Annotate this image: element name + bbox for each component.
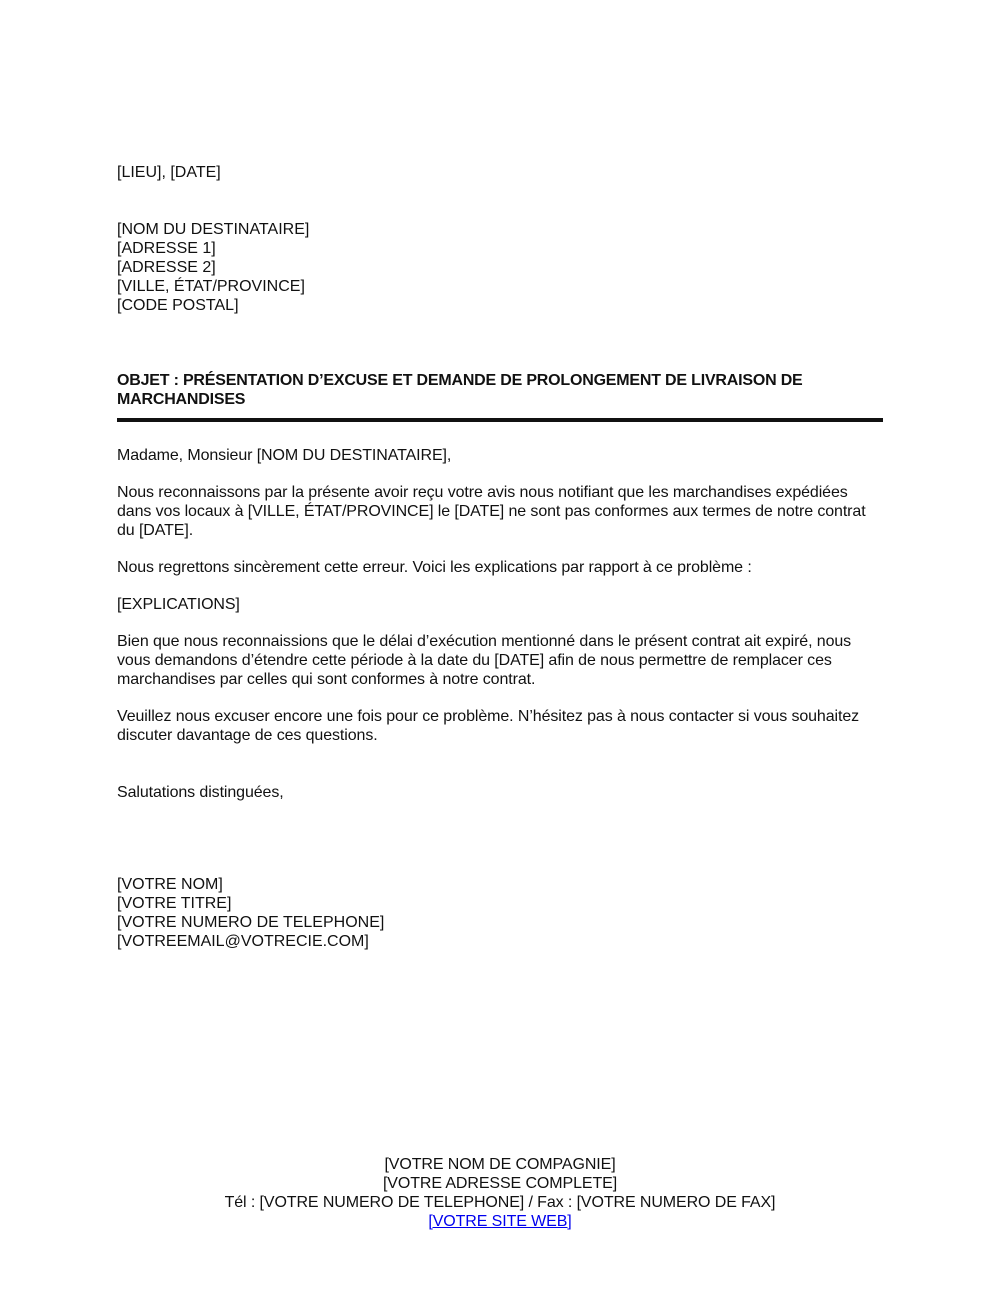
paragraph-extension-request: Bien que nous reconnaissions que le délai d’exécution mentionné dans le présent contrat ait expiré, nous vous demandons d’étendre cette période à la date du [DATE] afin de nous permettre de remplacer ces marchandises par celles qui sont conformes à notre contrat. xyxy=(117,633,852,688)
salutation: Madame, Monsieur [NOM DU DESTINATAIRE], xyxy=(117,447,452,464)
signature-name: [VOTRE NOM] xyxy=(117,876,223,893)
dateline: [LIEU], [DATE] xyxy=(117,164,221,181)
signature-email: [VOTREEMAIL@VOTRECIE.COM] xyxy=(117,933,369,950)
subject-heading: OBJET : PRÉSENTATION D’EXCUSE ET DEMANDE DE PROLONGEMENT DE LIVRAISON DE MARCHANDISES xyxy=(117,372,803,408)
signature-title: [VOTRE TITRE] xyxy=(117,895,232,912)
recipient-address-1: [ADRESSE 1] xyxy=(117,240,216,257)
recipient-postal-code: [CODE POSTAL] xyxy=(117,297,239,314)
footer-website-row xyxy=(0,1212,1000,1231)
paragraph-apology: Veuillez nous excuser encore une fois pour ce problème. N’hésitez pas à nous contacter si vous souhaitez discuter davantage de ces questions. xyxy=(117,708,860,744)
closing: Salutations distinguées, xyxy=(117,784,284,801)
signature-phone: [VOTRE NUMERO DE TELEPHONE] xyxy=(117,914,385,931)
letter-body xyxy=(117,446,883,820)
recipient-name: [NOM DU DESTINATAIRE] xyxy=(117,221,310,238)
footer-tel-fax: Tél : [VOTRE NUMERO DE TELEPHONE] / Fax : [VOTRE NUMERO DE FAX] xyxy=(224,1194,776,1211)
footer-block xyxy=(0,1155,1000,1231)
signature-block xyxy=(117,875,384,951)
paragraph-explanations-placeholder: [EXPLICATIONS] xyxy=(117,596,240,613)
recipient-block xyxy=(117,220,309,315)
footer-company-name: [VOTRE NOM DE COMPAGNIE] xyxy=(384,1156,616,1173)
footer-company-address: [VOTRE ADRESSE COMPLETE] xyxy=(382,1175,618,1192)
paragraph-acknowledgement: Nous reconnaissons par la présente avoir reçu votre avis nous notifiant que les marchandises expédiées dans vos locaux à [VILLE, ÉTAT/PROVINCE] le [DATE] ne sont pas conformes aux termes de notre contrat du [DATE]. xyxy=(117,484,866,539)
recipient-city-state: [VILLE, ÉTAT/PROVINCE] xyxy=(117,278,305,295)
paragraph-regret: Nous regrettons sincèrement cette erreur. Voici les explications par rapport à ce problème : xyxy=(117,559,752,576)
subject-block xyxy=(117,371,883,422)
recipient-address-2: [ADRESSE 2] xyxy=(117,259,216,276)
website-link[interactable]: [VOTRE SITE WEB] xyxy=(428,1213,572,1230)
subject-divider xyxy=(117,418,883,422)
